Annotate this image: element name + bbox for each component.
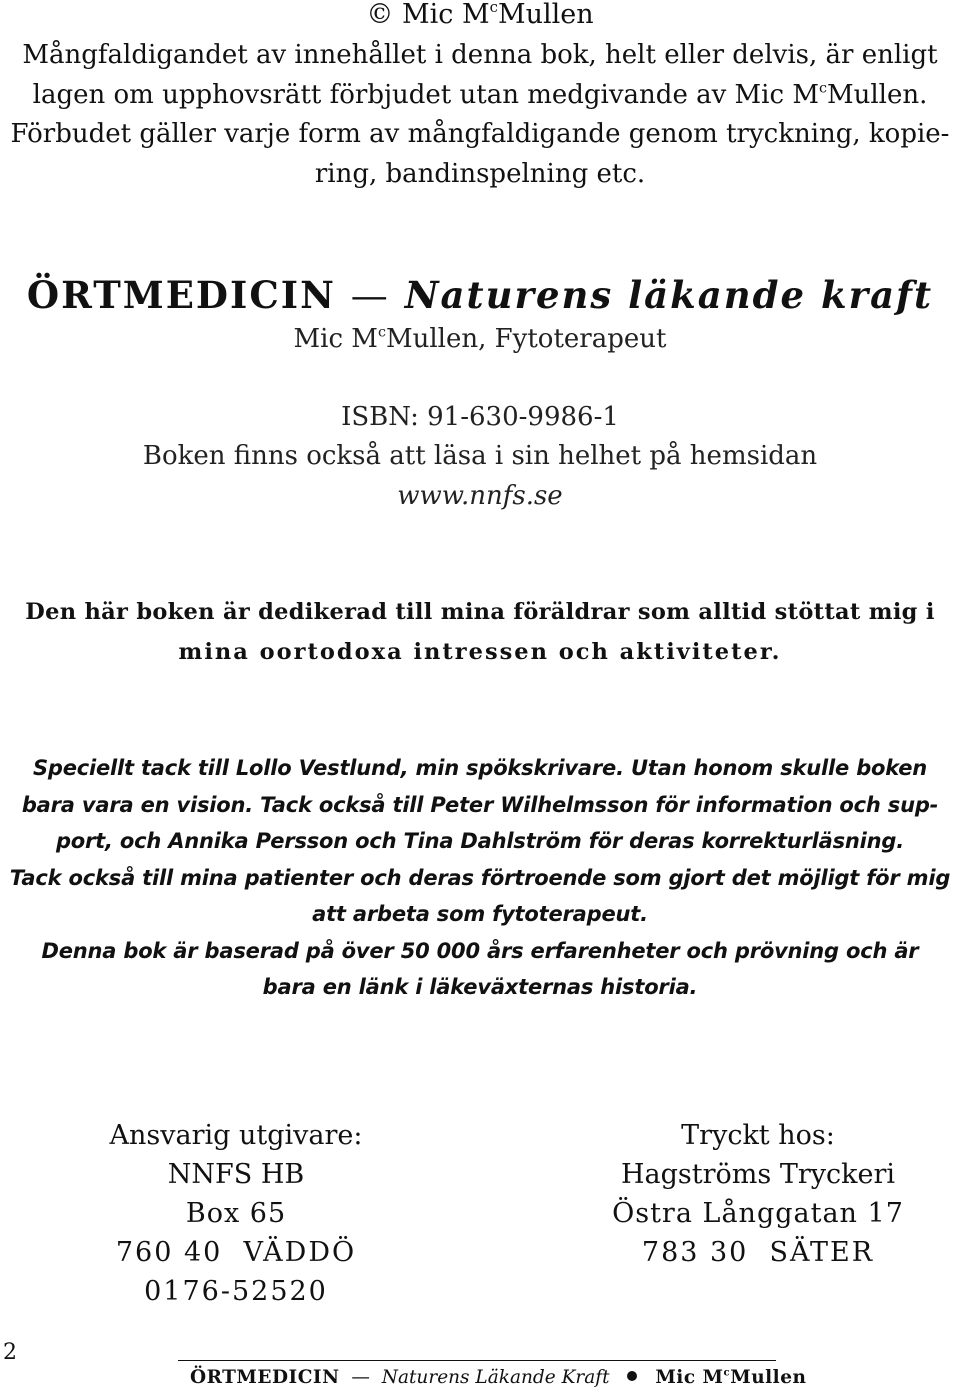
publisher-city: 760 40 VÄDDÖ — [115, 1237, 357, 1268]
dedication-line: mina oortodoxa intressen och aktiviteter. — [178, 639, 782, 665]
website-link[interactable]: www.nnfs.se — [397, 481, 563, 511]
footer-rule — [178, 1360, 776, 1361]
acknowledgement-line: Speciellt tack till Lollo Vestlund, min spökskrivare. Utan honom skulle boken — [32, 756, 928, 780]
printer-info — [598, 1116, 918, 1272]
publisher-info — [76, 1116, 396, 1311]
printer-street: Östra Långgatan 17 — [612, 1198, 904, 1229]
printer-city: 783 30 SÄTER — [641, 1237, 875, 1268]
book-title-main: ÖRTMEDICIN — [26, 273, 336, 317]
publisher-name: NNFS HB — [167, 1159, 305, 1190]
printer-heading: Tryckt hos: — [681, 1120, 835, 1151]
publisher-box: Box 65 — [185, 1198, 287, 1229]
publisher-heading: Ansvarig utgivare: — [109, 1120, 363, 1151]
dedication-line: Den här boken är dedikerad till mina föräldrar som alltid stöttat mig i — [25, 599, 935, 625]
acknowledgements — [0, 750, 960, 1006]
publisher-phone: 0176-52520 — [144, 1276, 328, 1307]
book-subtitle: Naturens läkande kraft — [404, 273, 934, 317]
printer-name: Hagströms Tryckeri — [620, 1159, 895, 1190]
title-dash: — — [350, 274, 390, 317]
copyright-symbol: © — [366, 0, 394, 30]
footer-author: Mic $M^cMullen$ — [655, 1366, 807, 1388]
copyright-notice-line: ring, bandinspelning etc. — [314, 158, 646, 189]
footer-subtitle: Naturens Läkande Kraft — [381, 1367, 610, 1388]
footer-dash: — — [351, 1367, 370, 1388]
acknowledgement-line: port, och Annika Persson och Tina Dahlström för deras korrekturläsning. — [55, 829, 905, 853]
dedication — [0, 592, 960, 672]
acknowledgement-line: bara en länk i läkeväxternas historia. — [262, 975, 698, 999]
availability-note: Boken finns också att läsa i sin helhet på hemsidan — [142, 441, 818, 471]
acknowledgement-line: bara vara en vision. Tack också till Peter Wilhelmsson för information och sup- — [21, 792, 939, 817]
acknowledgement-line: att arbeta som fytoterapeut. — [312, 902, 648, 926]
page-number: 2 — [3, 1340, 17, 1365]
running-footer — [190, 1364, 807, 1392]
footer-title: ÖRTMEDICIN — [190, 1367, 340, 1388]
copyright-notice-line: Förbudet gäller varje form av mångfaldigande genom tryckning, kopie- — [10, 119, 950, 149]
acknowledgement-line: Denna bok är baserad på över 50 000 års erfarenheter och prövning och är — [41, 938, 919, 963]
copyright-notice — [0, 36, 960, 194]
acknowledgement-line: Tack också till mina patienter och deras förtroende som gjort det möjligt för mig — [9, 865, 951, 890]
copyright-notice-line: lagen om upphovsrätt förbjudet utan medgivande av Mic $M^cMullen$. — [32, 79, 928, 110]
copyright-holder: Mic $M^cMullen$ — [401, 0, 594, 30]
bullet-icon — [627, 1371, 637, 1381]
book-author: Mic $M^cMullen$, Fytoterapeut — [293, 324, 667, 354]
isbn: ISBN: 91-630-9986-1 — [341, 402, 619, 432]
copyright-line — [0, 0, 960, 30]
copyright-notice-line: Mångfaldigandet av innehållet i denna bok, helt eller delvis, är enligt — [22, 40, 938, 70]
book-title — [0, 273, 960, 318]
